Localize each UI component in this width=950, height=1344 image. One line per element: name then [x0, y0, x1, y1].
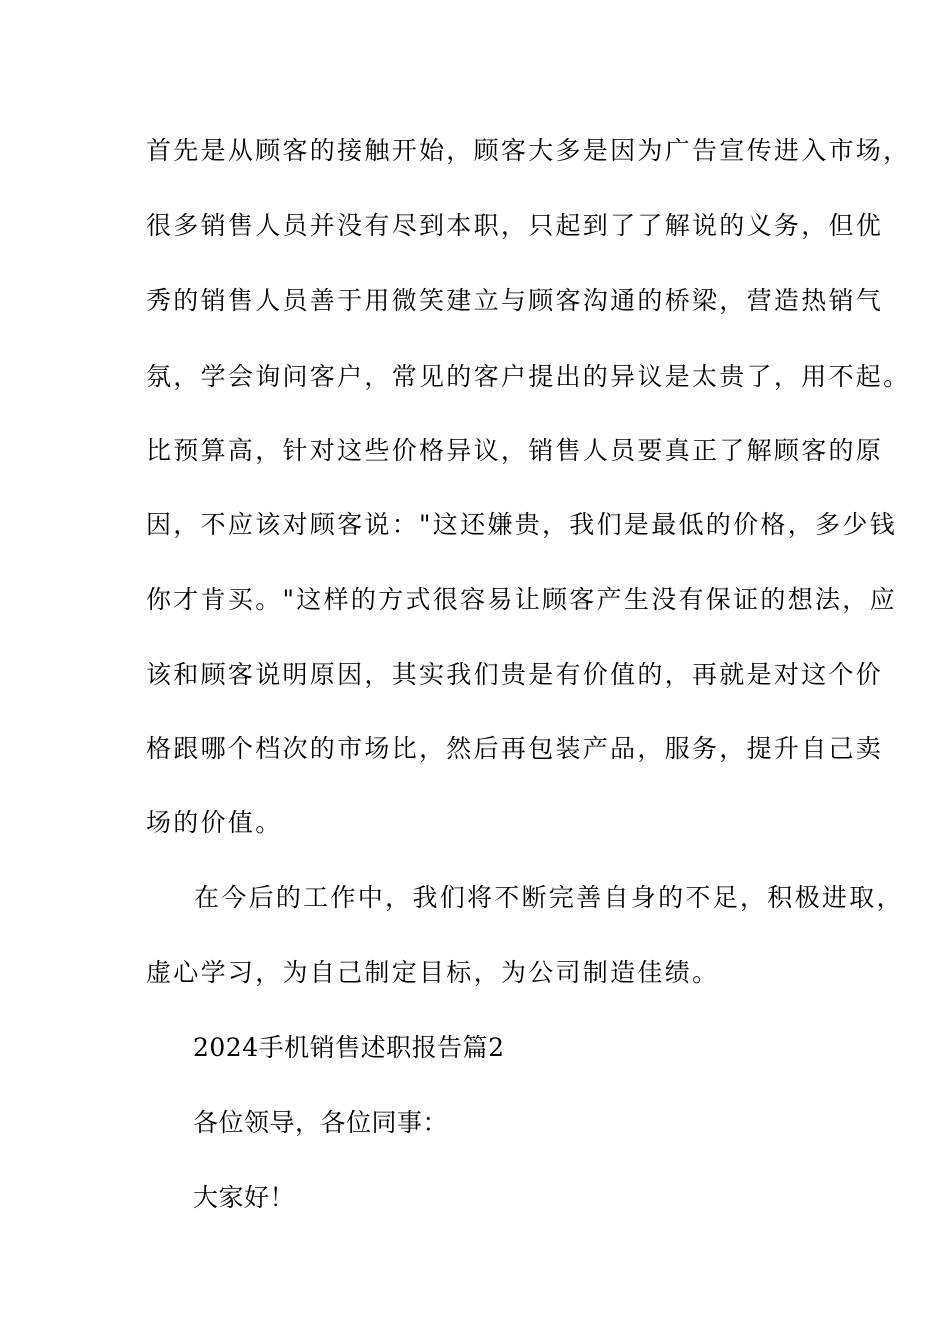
paragraph-line: 氛，学会询问客户，常见的客户提出的异议是太贵了，用不起。	[146, 362, 911, 391]
paragraph-line: 很多销售人员并没有尽到本职，只起到了了解说的义务，但优	[146, 211, 884, 240]
paragraph-line: 在今后的工作中，我们将不断完善自身的不足，积极进取，	[194, 883, 904, 912]
paragraph-line: 因，不应该对顾客说："这还嫌贵，我们是最低的价格，多少钱	[146, 510, 897, 539]
paragraph-line: 秀的销售人员善于用微笑建立与顾客沟通的桥梁，营造热销气	[146, 286, 884, 315]
paragraph-line: 你才肯买。"这样的方式很容易让顾客产生没有保证的想法，应	[146, 585, 897, 614]
paragraph-line: 虚心学习，为自己制定目标，为公司制造佳绩。	[146, 958, 720, 987]
paragraph-line: 格跟哪个档次的市场比，然后再包装产品，服务，提升自己卖	[146, 734, 884, 763]
paragraph-line: 该和顾客说明原因，其实我们贵是有价值的，再就是对这个价	[146, 660, 884, 689]
paragraph-line: 首先是从顾客的接触开始，顾客大多是因为广告宣传进入市场，	[146, 136, 911, 165]
greeting: 大家好！	[193, 1183, 296, 1212]
paragraph-line: 比预算高，针对这些价格异议，销售人员要真正了解顾客的原	[146, 436, 884, 465]
salutation: 各位领导，各位同事：	[193, 1108, 449, 1137]
paragraph-line: 场的价值。	[146, 808, 283, 837]
section-heading: 2024手机销售述职报告篇2	[193, 1033, 505, 1062]
